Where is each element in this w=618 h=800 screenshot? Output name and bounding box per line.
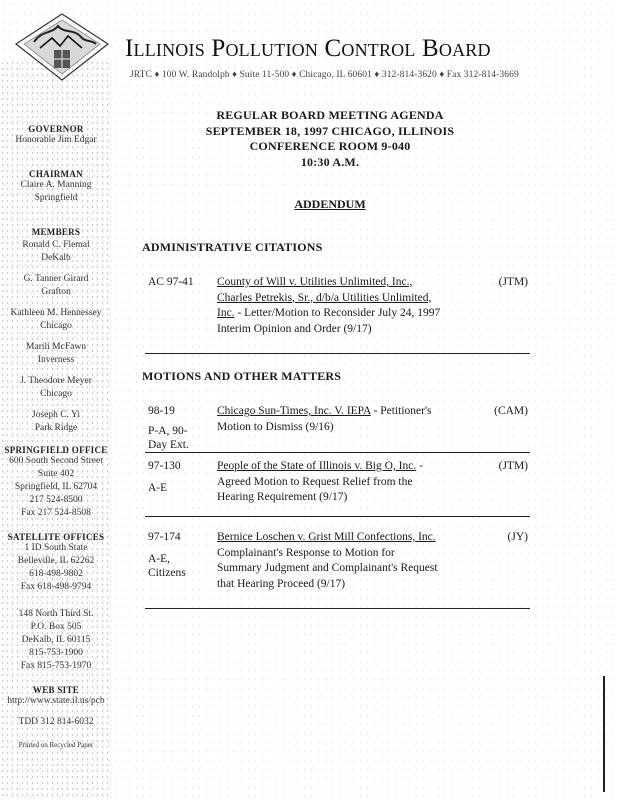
- section-divider: [145, 608, 530, 609]
- member-city: Chicago: [40, 389, 72, 399]
- case-number: 97-174: [148, 531, 181, 543]
- case-title: Bernice Loschen v. Grist Mill Confections, Inc.: [217, 531, 436, 543]
- state-of-illinois-logo-icon: [12, 12, 112, 82]
- case-title: County of Will v. Utilities Unlimited, Inc.,: [217, 276, 413, 288]
- member-name: J. Theodore Meyer: [20, 376, 92, 386]
- member-name: Joseph C. Yi: [32, 410, 80, 420]
- case-action: - Letter/Motion to Reconsider July 24, 1997: [234, 307, 441, 319]
- agenda-date-line: SEPTEMBER 18, 1997 CHICAGO, ILLINOIS: [205, 123, 455, 138]
- case-type: [148, 552, 213, 580]
- springfield-fax: Fax 217 524-8508: [21, 508, 91, 518]
- item-divider: [145, 452, 530, 453]
- case-type-line: Citizens: [148, 567, 186, 579]
- case-action: - Petitioner's: [370, 405, 432, 417]
- case-action: Motion to Dismiss (9/16): [217, 420, 334, 433]
- chairman-heading: CHAIRMAN: [29, 169, 83, 179]
- springfield-address: 600 South Second Street: [9, 456, 103, 466]
- board-name: Illinois Pollution Control Board: [125, 35, 491, 62]
- case-title: People of the State of Illinois v. Big O, Inc.: [217, 460, 417, 472]
- chairman-city: Springfield: [34, 193, 78, 203]
- case-description: [217, 459, 457, 506]
- board-member-initials: (JTM): [498, 276, 528, 288]
- governor-name: Honorable Jim Edgar: [15, 135, 97, 145]
- member-city: DeKalb: [41, 253, 71, 263]
- case-action: that Hearing Proceed (9/17): [217, 577, 346, 590]
- satellite-1-city: Belleville, IL 62262: [17, 556, 95, 566]
- member-city: Grafton: [41, 287, 71, 297]
- tdd-number: TDD 312 814-6032: [18, 717, 94, 727]
- satellite-2-city: DeKalb, IL 60115: [21, 635, 91, 645]
- admin-citations-heading: ADMINISTRATIVE CITATIONS: [142, 240, 323, 254]
- case-description: [217, 275, 457, 337]
- motions-heading: MOTIONS AND OTHER MATTERS: [142, 369, 342, 383]
- case-action: Summary Judgment and Complainant's Request: [217, 562, 438, 574]
- satellite-1-fax: Fax 618-498-9794: [20, 582, 92, 592]
- agenda-time-line: 10:30 A.M.: [300, 154, 360, 169]
- agenda-title-line: REGULAR BOARD MEETING AGENDA: [216, 108, 444, 122]
- springfield-phone: 217 524-8500: [29, 495, 83, 505]
- case-action: Hearing Requirement (9/17): [217, 491, 348, 503]
- case-action: Agreed Motion to Request Relief from the: [217, 475, 413, 488]
- member-name: G. Tanner Girard: [23, 274, 89, 284]
- chairman-name: Claire A. Manning: [20, 180, 92, 190]
- case-number: 98-19: [148, 405, 175, 417]
- satellite-1-address: 1 ID South State: [24, 543, 88, 553]
- board-member-initials: (JY): [507, 531, 528, 543]
- case-title: Chicago Sun-Times, Inc. V. IEPA: [217, 405, 371, 417]
- members-heading: MEMBERS: [31, 227, 81, 237]
- agenda-title: [140, 108, 520, 170]
- member-city: Inverness: [37, 355, 75, 365]
- agenda-item: [148, 530, 528, 594]
- case-type: [148, 481, 213, 495]
- springfield-city: Springfield, IL 62704: [14, 482, 98, 492]
- item-divider: [145, 516, 530, 517]
- agenda-item: [148, 404, 528, 452]
- member-city: Chicago: [40, 321, 72, 331]
- board-member-initials: (JTM): [498, 460, 528, 472]
- satellite-2-address: 148 North Third St.: [18, 609, 94, 619]
- satellite-2-fax: Fax 815-753-1970: [20, 661, 92, 671]
- member-city: Park Ridge: [34, 423, 78, 433]
- recycled-note: Printed on Recycled Paper: [18, 741, 94, 749]
- member: [0, 273, 112, 299]
- member: [0, 307, 112, 333]
- case-action: Interim Opinion and Order (9/17): [217, 322, 372, 335]
- member-name: Marili McFawn: [26, 342, 86, 352]
- case-type-line: A-E,: [148, 553, 171, 565]
- satellite-2-box: P.O. Box 505: [30, 622, 82, 632]
- case-type-line: Day Ext.: [148, 439, 189, 451]
- springfield-heading: SPRINGFIELD OFFICE: [4, 445, 108, 455]
- case-description: [217, 530, 467, 592]
- satellite-2-phone: 815-753-1900: [29, 648, 83, 658]
- website-heading: WEB SITE: [32, 685, 80, 695]
- section-divider: [145, 353, 530, 354]
- agenda-item: [148, 275, 528, 339]
- governor-heading: GOVERNOR: [28, 124, 84, 134]
- addendum-heading: ADDENDUM: [294, 197, 366, 211]
- case-number: 97-130: [148, 460, 181, 472]
- member: [0, 375, 112, 401]
- address-line: JRTC ♦ 100 W. Randolph ♦ Suite 11-500 ♦ Chicago, IL 60601 ♦ 312-814-3620 ♦ Fax 312-814-3669: [130, 70, 519, 80]
- case-type-line: A-E: [148, 482, 168, 494]
- case-type-line: P-A, 90-: [148, 425, 188, 437]
- case-description: [217, 404, 457, 435]
- case-title: Charles Petrekis, Sr., d/b/a Utilities Unlimited,: [217, 291, 432, 304]
- agenda-item: [148, 459, 528, 515]
- member: [0, 409, 112, 435]
- case-action: -: [416, 460, 423, 472]
- springfield-suite: Suite 402: [37, 469, 75, 479]
- case-number: AC 97-41: [148, 276, 194, 288]
- member-name: Ronald C. Flemal: [22, 240, 90, 250]
- case-title: Inc.: [217, 307, 235, 319]
- scan-edge-mark: [603, 676, 605, 792]
- member: [0, 341, 112, 367]
- satellite-heading: SATELLITE OFFICES: [7, 532, 105, 542]
- website-url[interactable]: http://www.state.il.us/pcb: [7, 696, 105, 706]
- case-type: [148, 424, 213, 452]
- sidebar: [0, 120, 112, 752]
- satellite-1-phone: 618-498-9802: [29, 569, 83, 579]
- case-action: Complainant's Response to Motion for: [217, 546, 395, 559]
- board-member-initials: (CAM): [494, 405, 528, 417]
- member: [0, 239, 112, 265]
- member-name: Kathleen M. Hennessey: [10, 308, 102, 318]
- agenda-room-line: CONFERENCE ROOM 9-040: [249, 139, 411, 153]
